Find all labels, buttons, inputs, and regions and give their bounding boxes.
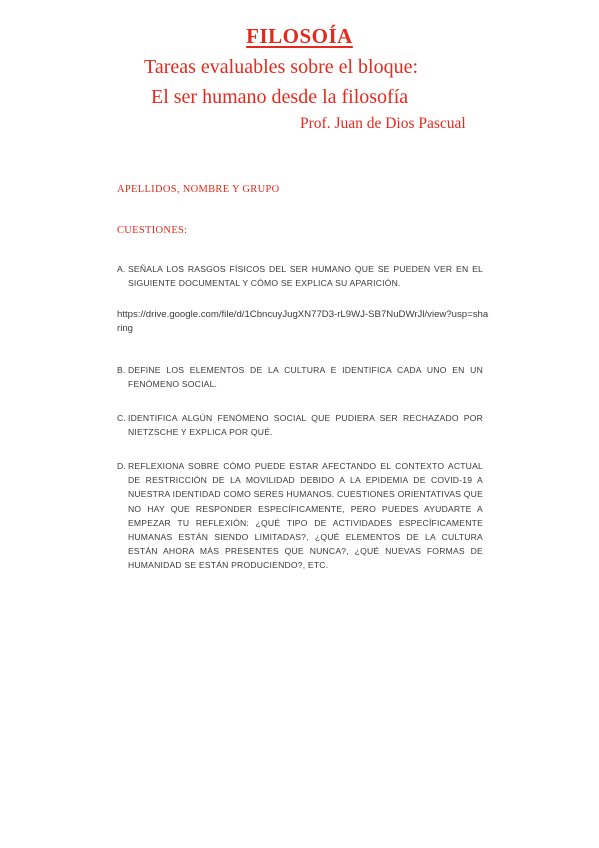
- question-text: REFLEXIONA SOBRE CÓMO PUEDE ESTAR AFECTANDO EL CONTEXTO ACTUAL DE RESTRICCIÓN DE LA MOVILIDAD DEBIDO A LA EPIDEMIA DE COVID-19 A NUESTRA IDENTIDAD COMO SERES HUMANOS. CUESTIONES ORIENTATIVAS QUE NO HAY QUE RESPONDER ESPECÍFICAMENTE, PERO PUEDES AYUDARTE A EMPEZAR TU REFLEXIÓN: ¿QUÉ TIPO DE ACTIVIDADES ESPECÍFICAMENTE HUMANAS ESTÁN SIENDO LIMITADAS?, ¿QUÉ ELEMENTOS DE LA CULTURA ESTÁN AHORA MÁS PRESENTES QUE NUNCA?, ¿QUÉ NUEVAS FORMAS DE HUMANIDAD SE ESTÁN PRODUCIENDO?, ETC.: [128, 461, 483, 571]
- question-text: IDENTIFICA ALGÚN FENÓMENO SOCIAL QUE PUDIERA SER RECHAZADO POR NIETZSCHE Y EXPLICA POR QUÉ.: [128, 413, 483, 438]
- question-c: [117, 411, 483, 439]
- question-text: SEÑALA LOS RASGOS FÍSICOS DEL SER HUMANO QUE SE PUEDEN VER EN EL SIGUIENTE DOCUMENTAL Y CÓMO SE EXPLICA SU APARICIÓN.: [128, 264, 483, 289]
- question-letter: A.: [117, 264, 126, 274]
- question-b: [117, 363, 483, 391]
- subtitle-line-2: El ser humano desde la filosofía: [151, 86, 409, 108]
- question-letter: C.: [117, 413, 126, 423]
- documentary-link[interactable]: https://drive.google.com/file/d/1CbncuyJugXN77D3-rL9WJ-SB7NuDWrJl/view?usp=sharing: [117, 309, 489, 334]
- question-a: [117, 262, 483, 290]
- question-letter: B.: [117, 365, 126, 375]
- document-title: FILOSOÍA: [246, 24, 353, 48]
- question-d: [117, 459, 483, 573]
- question-text: DEFINE LOS ELEMENTOS DE LA CULTURA E IDENTIFICA CADA UNO EN UN FENÓMENO SOCIAL.: [128, 365, 483, 390]
- questions-label: CUESTIONES:: [117, 225, 188, 236]
- author-name: Prof. Juan de Dios Pascual: [300, 115, 466, 132]
- subtitle-line-1: Tareas evaluables sobre el bloque:: [144, 56, 419, 78]
- name-group-label: APELLIDOS, NOMBRE Y GRUPO: [117, 184, 280, 195]
- question-letter: D.: [117, 461, 126, 471]
